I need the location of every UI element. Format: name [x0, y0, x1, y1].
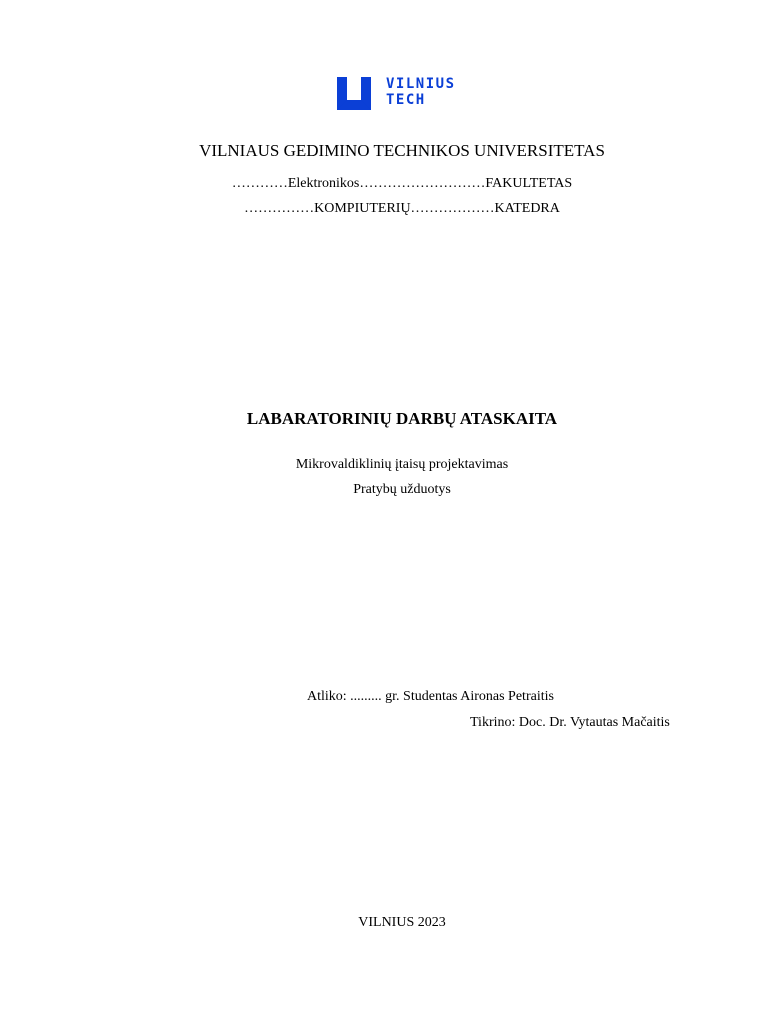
city-year: VILNIUS 2023 — [358, 915, 446, 930]
performed-by: Atliko: ......... gr. Studentas Aironas Petraitis — [307, 689, 554, 704]
vilnius-tech-logo — [334, 73, 484, 115]
subject-name: Mikrovaldiklinių įtaisų projektavimas — [295, 457, 509, 472]
university-name: VILNIAUS GEDIMINO TECHNIKOS UNIVERSITETAS — [199, 141, 605, 160]
logo-text-line1: VILNIUS — [386, 76, 456, 92]
faculty-line: …………Elektronikos………………………FAKULTETAS — [231, 176, 573, 191]
logo-wordmark — [386, 76, 456, 108]
report-subtitle: Pratybų užduotys — [353, 482, 451, 497]
checked-by: Tikrino: Doc. Dr. Vytautas Mačaitis — [470, 715, 670, 730]
vilnius-tech-logo-icon — [334, 73, 374, 113]
logo-text-line2: TECH — [386, 92, 426, 108]
department-line: ……………KOMPIUTERIŲ………………KATEDRA — [244, 201, 560, 216]
report-title: LABARATORINIŲ DARBŲ ATASKAITA — [246, 409, 558, 428]
